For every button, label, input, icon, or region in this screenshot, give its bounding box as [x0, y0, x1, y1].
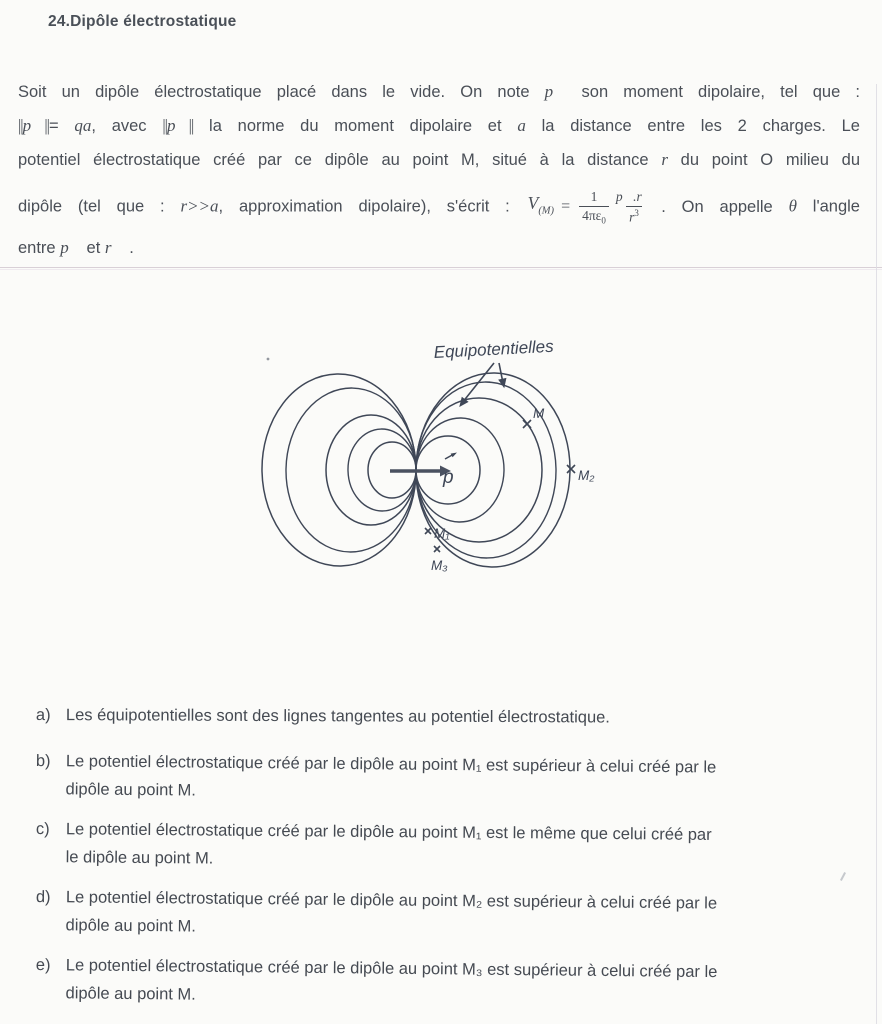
norm-bars: ||: [162, 116, 167, 135]
option-line: Le potentiel électrostatique créé par le dipôle au point M₃ est supérieur à celui créé par le: [65, 956, 718, 982]
text-run: . On appelle: [661, 197, 789, 216]
equipotential-figure: [228, 330, 668, 602]
math-r: r: [661, 150, 668, 169]
text-run: et: [81, 239, 105, 257]
dipole-potential-formula: [528, 176, 658, 239]
option-line: dipôle au point M.: [65, 779, 196, 800]
text-run: potentiel électrostatique créé par ce dipôle au point M, situé à la distance: [18, 151, 662, 169]
option-text: [65, 748, 851, 811]
option-text: [66, 702, 852, 733]
option-letter: d): [35, 887, 51, 907]
option-line: Les équipotentielles sont des lignes tangentes au potentiel électrostatique.: [65, 706, 610, 727]
point-m1-label: M₁: [434, 526, 450, 541]
option-b: [35, 748, 851, 811]
point-m-cross: [523, 420, 531, 428]
norm-bars: ||: [188, 116, 194, 135]
question-title: 24.Dipôle électrostatique: [48, 13, 237, 30]
formula-V: [528, 176, 554, 239]
theta-symbol: θ: [788, 196, 797, 216]
point-m2-label: M₂: [578, 468, 595, 483]
norm-bars: ||: [18, 116, 23, 135]
option-letter: b): [35, 751, 51, 771]
paragraph-line-2: [18, 114, 860, 138]
vector-r-symbol: r⃗: [104, 238, 125, 257]
r-exponent: 3: [634, 208, 639, 218]
option-letter: e): [35, 955, 51, 975]
text-run: , approximation dipolaire), s'écrit :: [218, 197, 526, 216]
point-m2-cross: [567, 465, 575, 473]
option-e: [35, 952, 852, 1016]
text-run: la norme du moment dipolaire et: [193, 117, 518, 135]
option-line: Le potentiel électrostatique créé par le dipôle au point M₁ est supérieur à celui créé par le: [65, 752, 717, 777]
point-m3-cross: [434, 546, 440, 552]
norm-bars: ||: [44, 116, 49, 135]
math-r-gg-a: r>>a: [180, 196, 219, 216]
text-run: , avec: [91, 117, 163, 135]
text-run: Soit un dipôle électrostatique placé dans le vide. On note: [18, 83, 545, 101]
option-text: [65, 952, 852, 1015]
option-a: [36, 702, 852, 733]
annotation-arrow-left: [462, 363, 494, 403]
vector-p-symbol: p⃗: [22, 116, 45, 135]
text-run: la distance entre les 2 charges. Le: [525, 117, 860, 135]
fraction-numerator: p⃗.r⃗: [615, 189, 653, 205]
text-run: =: [48, 117, 75, 135]
equipotentielles-label: Equipotentielles: [433, 336, 555, 362]
option-c: [36, 816, 852, 878]
paragraph-line-4: [18, 176, 860, 230]
text-run: .: [124, 239, 134, 257]
paragraph-line-3: [18, 148, 860, 172]
ink-speckle: [267, 358, 270, 361]
p-vector-hat-head: [451, 453, 457, 458]
option-line: Le potentiel électrostatique créé par le dipôle au point M₁ est le même que celui créé par: [65, 820, 712, 844]
point-m-label: M: [533, 406, 545, 421]
option-line: dipôle au point M.: [65, 983, 196, 1004]
vector-p-symbol: p⃗: [60, 238, 82, 257]
option-line: le dipôle au point M.: [65, 847, 214, 868]
coulomb-constant-fraction: [579, 189, 609, 226]
fraction-denominator: [626, 206, 642, 225]
four-pi-epsilon: 4πε: [582, 207, 602, 223]
fraction-numerator: 1: [590, 188, 598, 204]
dipole-moment-arrow: [390, 453, 457, 489]
annotation-arrow-right-head: [499, 379, 506, 388]
fraction-denominator: [579, 206, 609, 226]
option-letter: a): [35, 705, 51, 725]
vector-p-symbol: p⃗: [544, 82, 567, 101]
r-letter: r: [629, 209, 635, 225]
equals-sign: =: [561, 198, 571, 216]
horizontal-divider-shadow: [0, 269, 882, 270]
option-text: [65, 884, 851, 947]
option-text: [66, 816, 852, 878]
formula-V-subscript: (M): [538, 205, 555, 217]
math-a: a: [517, 116, 526, 135]
text-run: du point O milieu du: [667, 151, 860, 169]
option-line: dipôle au point M.: [65, 915, 196, 936]
option-d: [35, 884, 851, 947]
epsilon-subscript: 0: [601, 215, 606, 226]
horizontal-divider: [0, 267, 882, 268]
paragraph-line-1: [18, 80, 860, 104]
option-letter: c): [35, 819, 50, 839]
intro-paragraph: [18, 76, 860, 266]
text-run: entre: [18, 239, 61, 257]
p-vector-label: p: [443, 467, 454, 488]
text-run: son moment dipolaire, tel que :: [566, 83, 860, 101]
point-m3-label: M₃: [431, 558, 448, 573]
paragraph-line-5: [18, 236, 860, 260]
scan-edge-line: [876, 84, 877, 1024]
math-qa: qa: [74, 116, 92, 135]
vector-p-symbol: p⃗: [166, 116, 189, 135]
p-dot-r-fraction: [613, 189, 655, 225]
option-line: Le potentiel électrostatique créé par le dipôle au point M₂ est supérieur à celui créé par le: [65, 888, 718, 913]
text-run: l'angle: [796, 197, 860, 216]
point-m1-cross: [425, 528, 431, 534]
text-run: dipôle (tel que :: [18, 197, 181, 216]
formula-V-letter: V: [527, 193, 539, 213]
